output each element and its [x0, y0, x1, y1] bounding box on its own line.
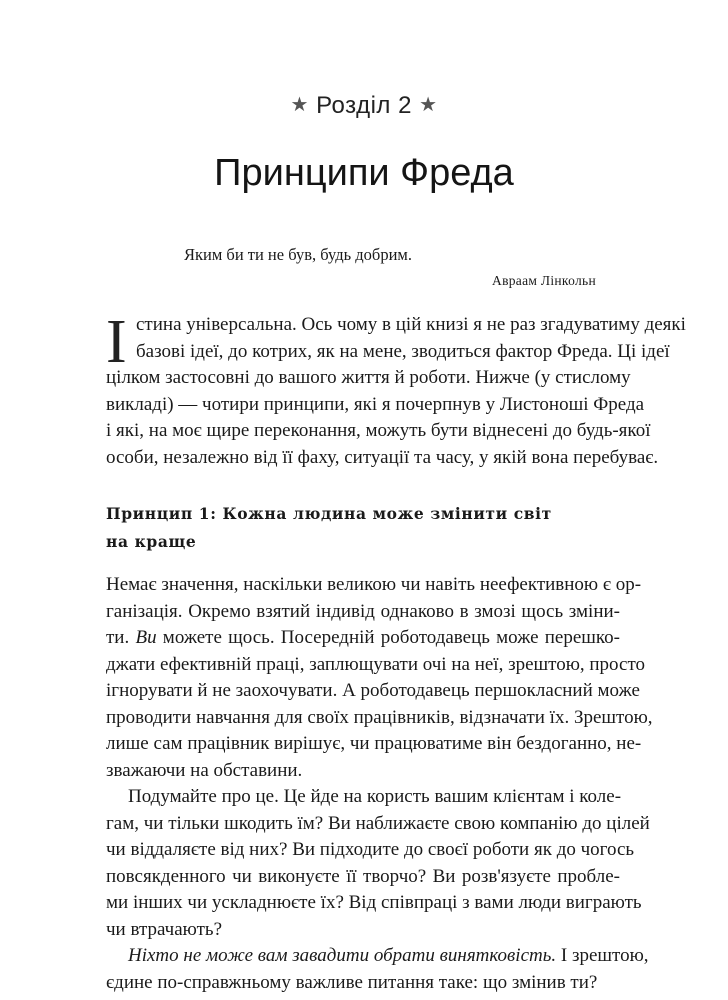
italic-emphasis: Ніхто не може вам завадити обрати винятковість.: [128, 945, 557, 966]
text-line: ганізація. Окремо взятий індивід однаково в змозі щось зміни-: [106, 600, 620, 622]
section-heading-line: Принцип 1: Кожна людина може змінити світ: [106, 504, 552, 523]
text-fragment: можете щось. Посередній роботодавець може перешко-: [156, 627, 621, 648]
text-line: Немає значення, наскільки великою чи навіть неефективною є ор-: [106, 574, 642, 595]
text-line: зважаючи на обставини.: [106, 759, 303, 781]
section-heading-line: на краще: [106, 532, 197, 551]
chapter-number: Розділ 2: [316, 92, 412, 119]
chapter-title: Принципи Фреда: [214, 152, 514, 194]
drop-cap: І: [106, 308, 127, 376]
epigraph-quote: Яким би ти не був, будь добрим.: [184, 245, 412, 264]
text-line: базові ідеї, до котрих, як на мене, зводиться фактор Фреда. Ці ідеї: [136, 340, 670, 362]
epigraph: [184, 242, 596, 294]
text-line: стина універсальна. Ось чому в цій книзі я не раз згадуватиму деякі: [136, 314, 686, 335]
text-line: лише сам працівник вирішує, чи працюватиме він бездоганно, не-: [106, 733, 642, 754]
text-line: і які, на моє щире переконання, можуть бути віднесені до будь-якої: [106, 420, 651, 441]
text-line: джати ефективній праці, заплющувати очі на неї, зрештою, просто: [106, 653, 646, 675]
text-line: ігнорувати й не заохочувати. А роботодавець першокласний може: [106, 680, 640, 701]
chapter-label: [0, 92, 728, 120]
body-text: [106, 572, 653, 996]
text-fragment: ти.: [106, 627, 130, 648]
text-line: [106, 625, 620, 652]
text-line: особи, незалежно від її фаху, ситуації та часу, у якій вона перебуває.: [106, 446, 659, 468]
text-line: повсякденного чи виконуєте її творчо? Ви розв'язуєте пробле-: [106, 865, 620, 887]
italic-emphasis: Ви: [135, 627, 157, 648]
star-icon: ★: [290, 94, 309, 116]
epigraph-author: Авраам Лінкольн: [492, 273, 596, 288]
text-fragment: І зрештою,: [556, 945, 649, 966]
text-line: Подумайте про це. Це йде на користь вашим клієнтам і коле-: [128, 786, 622, 807]
text-line: цілком застосовні до вашого життя й роботи. Нижче (у стислому: [106, 367, 631, 388]
intro-paragraph: [106, 308, 686, 471]
text-line: чи втрачають?: [106, 918, 223, 940]
text-line: проводити навчання для своїх працівників, відзначати їх. Зрештою,: [106, 706, 653, 728]
star-icon: ★: [419, 94, 438, 116]
text-line: гам, чи тільки шкодить їм? Ви наближаєте свою компанію до цілей: [106, 812, 650, 834]
text-line: [106, 943, 649, 970]
section-heading: [106, 500, 606, 556]
text-line: чи віддаляєте від них? Ви підходите до своєї роботи як до чогось: [106, 839, 635, 860]
text-line: викладі) — чотири принципи, які я почерпнув у Листоноші Фреда: [106, 393, 645, 415]
text-line: ми інших чи ускладнюєте їх? Від співпраці з вами люди виграють: [106, 892, 642, 913]
text-line: єдине по-справжньому важливе питання таке: що змінив ти?: [106, 971, 598, 993]
